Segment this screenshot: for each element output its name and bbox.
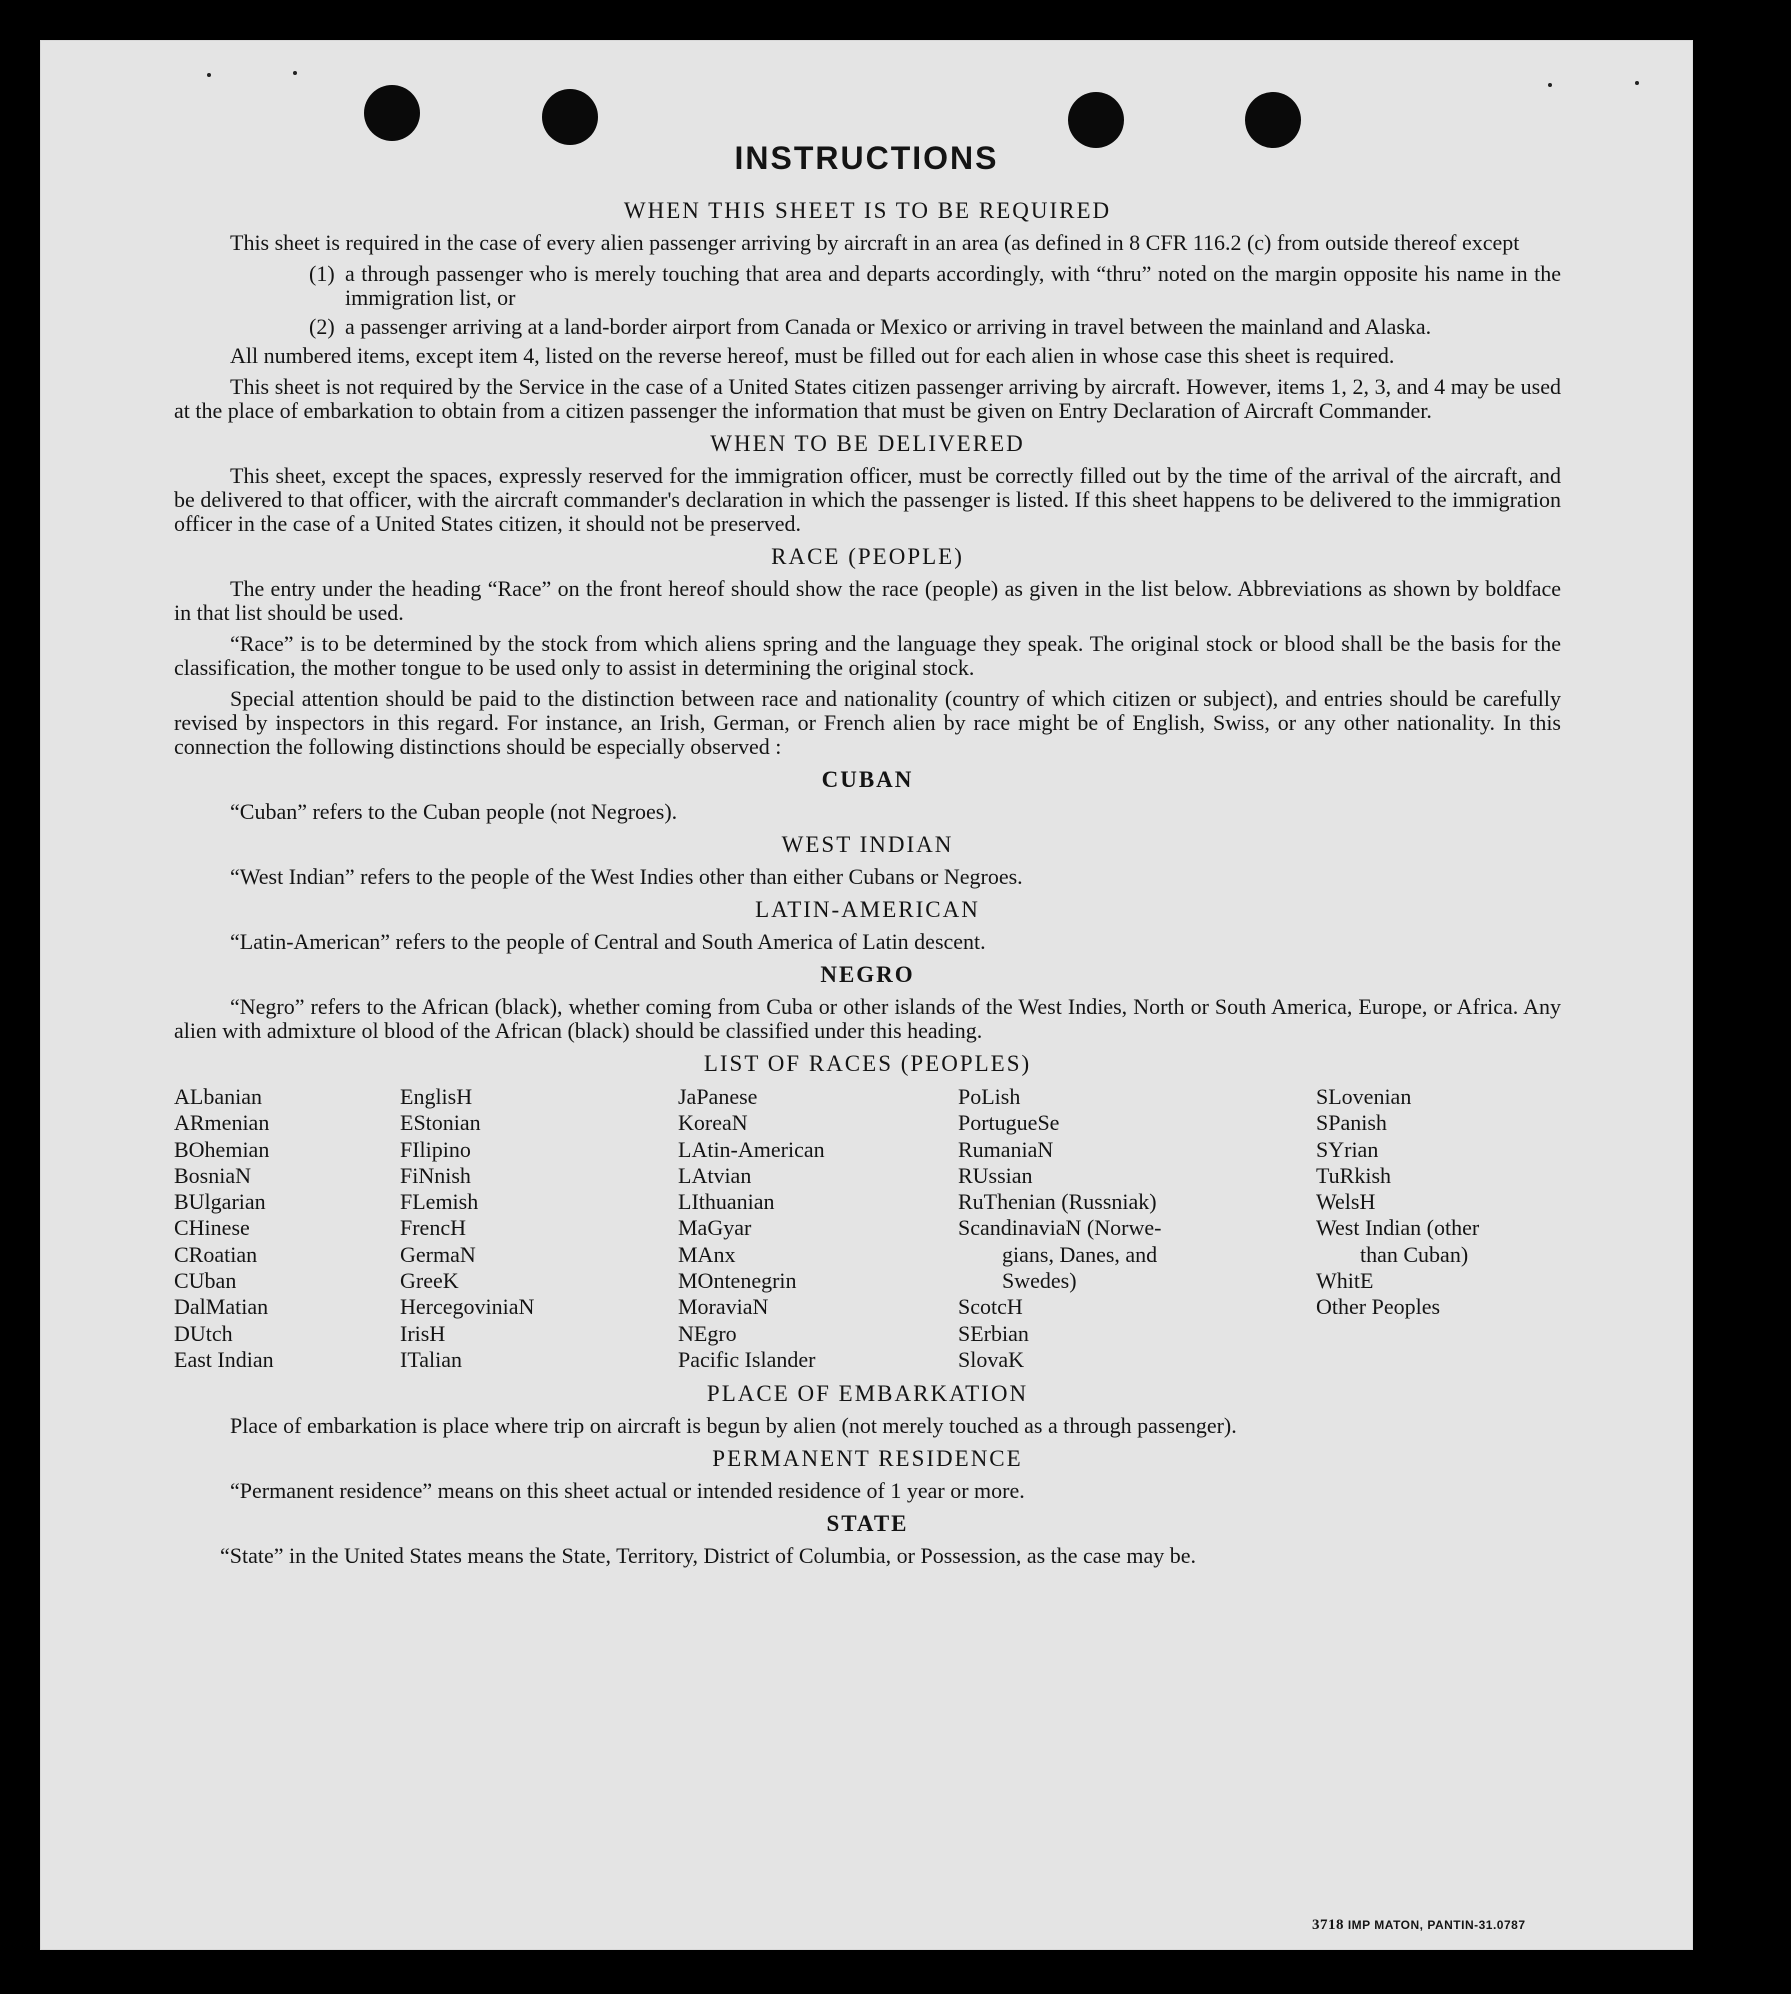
instructions-body [174,190,1561,1575]
section-heading: WEST INDIAN [781,832,954,857]
race-entry: LAtin-American [678,1136,825,1162]
race-entry: SErbian [958,1320,1029,1346]
paragraph: “Latin-American” refers to the people of Central and South America of Latin descent. [230,929,986,954]
paragraph: Special attention should be paid to the distinction between race and nationality (country of which citizen or subject), and entries should be carefully revised by inspectors in this regard. For instance, an Irish, German, or French alien by race might be of English, Swiss, or any other nationality. In this connection the following distinctions should be especially observed : [174,686,1561,759]
race-entry: DalMatian [174,1294,269,1320]
document-sheet [40,40,1693,1950]
race-column [678,1084,958,1373]
race-entry: BosniaN [174,1162,251,1188]
paragraph: “Negro” refers to the African (black), whether coming from Cuba or other islands of the West Indies, North or South America, Europe, or Africa. Any alien with admixture ol blood of the African (black) should be classified under this heading. [174,994,1561,1043]
footer-imprint [1312,1917,1526,1934]
race-entry: MoraviaN [678,1294,769,1320]
paragraph: This sheet is required in the case of every alien passenger arriving by aircraft in an area (as defined in 8 CFR 116.2 (c) from outside thereof except [230,230,1520,255]
speck-mark [1548,83,1552,87]
race-entry: EnglisH [400,1084,473,1109]
race-entry: CRoatian [174,1241,258,1267]
race-entry: WelsH [1316,1189,1376,1215]
item-number: (2) [309,314,335,339]
race-entry: GermaN [400,1241,476,1267]
race-entry: HercegoviniaN [400,1294,535,1320]
speck-mark [293,71,297,75]
race-entry: LAtvian [678,1162,752,1188]
section-heading: CUBAN [821,767,914,792]
race-entry: Swedes) [1002,1268,1077,1294]
race-entry: GreeK [400,1268,459,1294]
race-column [958,1084,1316,1373]
race-entry: ITalian [400,1346,462,1372]
section-heading: LIST OF RACES (PEOPLES) [703,1051,1032,1076]
race-entry: FiNnish [400,1162,471,1188]
race-entry: than Cuban) [1360,1241,1469,1267]
race-entry: IrisH [400,1320,446,1346]
paragraph: “West Indian” refers to the people of the West Indies other than either Cubans or Negroes. [230,864,1023,889]
item-text: a through passenger who is merely touching that area and departs accordingly, with “thru” noted on the margin opposite his name in the immigration list, or [345,261,1561,310]
printer-imprint: IMP MATON, PANTIN-31.0787 [1347,1918,1526,1932]
paragraph: “Race” is to be determined by the stock from which aliens spring and the language they speak. The original stock or blood shall be the basis for the classification, the mother tongue to be used only to assist in determining the original stock. [174,631,1561,680]
race-entry: CUban [174,1268,237,1294]
race-entry: Pacific Islander [678,1346,816,1372]
race-entry: LIthuanian [678,1189,775,1215]
paragraph: Place of embarkation is place where trip on aircraft is begun by alien (not merely touched as a through passenger). [230,1413,1237,1439]
item-text: a passenger arriving at a land-border airport from Canada or Mexico or arriving in travel between the mainland and Alaska. [345,314,1432,339]
race-entry: JaPanese [678,1084,758,1109]
list-item [309,262,1561,310]
paragraph: All numbered items, except item 4, listed on the reverse hereof, must be filled out for each alien in whose case this sheet is required. [230,343,1395,368]
paragraph: “State” in the United States means the State, Territory, District of Columbia, or Possession, as the case may be. [220,1543,1197,1569]
punch-hole [364,85,420,141]
speck-mark [207,73,211,77]
race-entry: CHinese [174,1215,250,1241]
page-title: INSTRUCTIONS [734,140,999,176]
race-entry: NEgro [678,1320,737,1346]
section-heading: PLACE OF EMBARKATION [706,1381,1029,1407]
race-entry: KoreaN [678,1110,748,1136]
race-entry: BUlgarian [174,1189,266,1215]
paragraph: This sheet is not required by the Service in the case of a United States citizen passenger arriving by aircraft. However, items 1, 2, 3, and 4 may be used at the place of embarkation to obtain from a citizen passenger the information that must be given on Entry Declaration of Aircraft Commander. [174,374,1561,423]
race-entry: MAnx [678,1241,736,1267]
paragraph: This sheet, except the spaces, expressly reserved for the immigration officer, must be correctly filled out by the time of the arrival of the aircraft, and be delivered to that officer, with the aircraft commander's declaration in which the passenger is listed. If this sheet happens to be delivered to the immigration officer in the case of a United States citizen, it should not be preserved. [174,463,1561,536]
race-entry: FIlipino [400,1136,471,1162]
section-heading: LATIN-AMERICAN [755,897,980,922]
race-entry: SPanish [1316,1110,1387,1136]
race-entry: DUtch [174,1320,233,1346]
race-entry: RUssian [958,1162,1033,1188]
section-heading: NEGRO [820,962,915,987]
race-column [174,1084,400,1373]
race-entry: FrencH [400,1215,466,1241]
race-entry: MOntenegrin [678,1268,797,1294]
list-item [309,315,1561,339]
race-entry: ScandinaviaN (Norwe- [958,1215,1162,1241]
section-heading: PERMANENT RESIDENCE [712,1446,1023,1472]
race-entry: WhitE [1316,1268,1374,1294]
speck-mark [1635,81,1639,85]
race-entry: ARmenian [174,1110,270,1136]
paragraph: “Permanent residence” means on this sheet actual or intended residence of 1 year or more. [230,1478,1025,1504]
race-entry: TuRkish [1316,1162,1392,1188]
race-entry: PortugueSe [958,1110,1060,1136]
form-number: 3718 [1312,1917,1344,1933]
race-entry: EStonian [400,1110,481,1136]
section-heading: RACE (PEOPLE) [771,544,964,569]
race-entry: PoLish [958,1084,1021,1109]
race-entry: RuThenian (Russniak) [958,1189,1157,1215]
paragraph: “Cuban” refers to the Cuban people (not Negroes). [230,799,678,824]
race-list [174,1084,1561,1373]
race-entry: gians, Danes, and [1002,1241,1158,1267]
race-entry: SLovenian [1316,1084,1412,1109]
race-entry: ScotcH [958,1294,1023,1320]
section-heading: STATE [826,1511,909,1537]
item-number: (1) [309,261,335,286]
race-entry: BOhemian [174,1136,270,1162]
paragraph: The entry under the heading “Race” on the front hereof should show the race (people) as given in the list below. Abbreviations as shown by boldface in that list should be used. [174,576,1561,625]
race-entry: ALbanian [174,1084,262,1109]
race-entry: RumaniaN [958,1136,1054,1162]
race-entry: West Indian (other [1316,1215,1480,1241]
race-entry: SlovaK [958,1346,1024,1372]
race-entry: MaGyar [678,1215,752,1241]
punch-hole [542,89,598,145]
race-entry: East Indian [174,1346,274,1372]
race-entry: FLemish [400,1189,479,1215]
race-entry: Other Peoples [1316,1294,1441,1320]
race-column [1316,1084,1561,1373]
race-column [400,1084,678,1373]
section-heading: WHEN TO BE DELIVERED [710,431,1025,456]
race-entry: SYrian [1316,1136,1379,1162]
section-heading: WHEN THIS SHEET IS TO BE REQUIRED [623,198,1112,223]
